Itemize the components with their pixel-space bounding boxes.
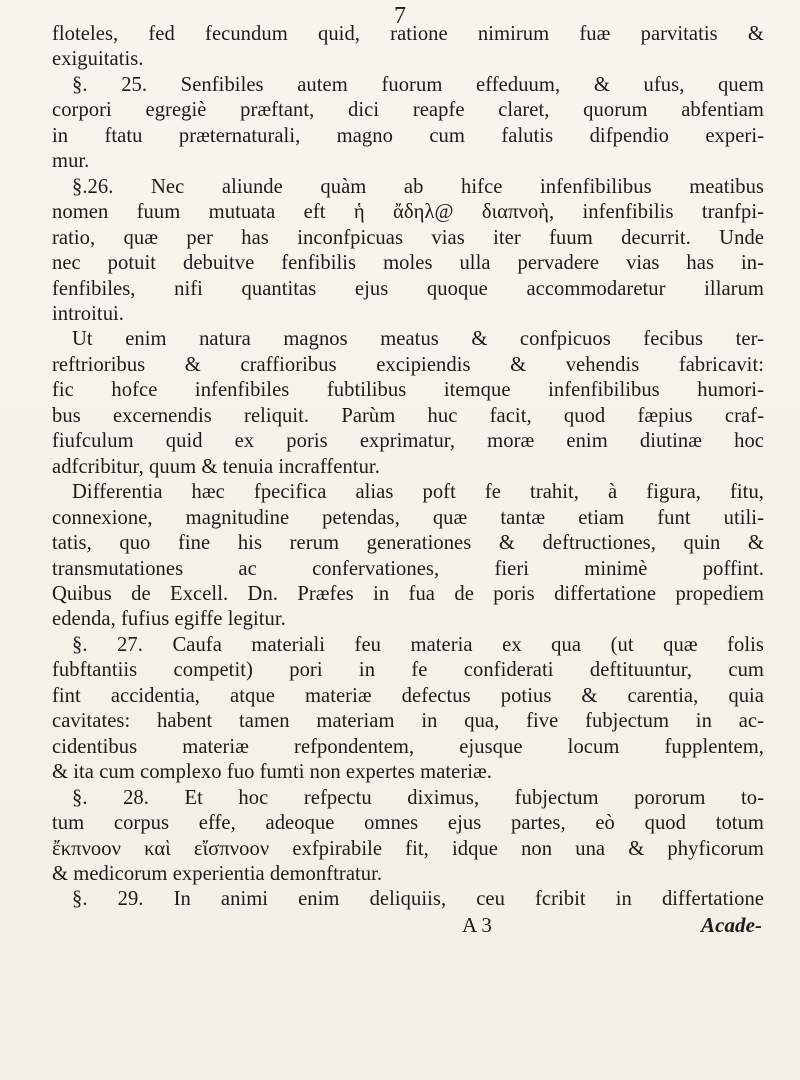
text-line: corpori egregiè præftant, dici reapfe claret, quorum abfentiam [52, 99, 764, 122]
text-line: tatis, quo fine his rerum generationes & deftructiones, quin & [52, 532, 764, 555]
text-line: fic hofce infenfibiles fubtilibus itemque infenfibilibus humori- [52, 379, 764, 402]
text-line: Quibus de Excell. Dn. Præfes in fua de poris differtatione propediem [52, 582, 764, 605]
text-line: introitui. [52, 302, 125, 325]
text-line: bus excernendis reliquit. Parùm huc facit, quod fæpius craf- [52, 404, 764, 427]
text-line: Differentia hæc fpecifica alias poft fe trahit, à figura, fitu, [72, 481, 764, 504]
text-line: §. 25. Senfibiles autem fuorum effeduum, & ufus, quem [72, 73, 764, 96]
text-line: §. 27. Caufa materiali feu materia ex qua (ut quæ folis [72, 633, 764, 656]
text-line: edenda, fufius egiffe legitur. [52, 608, 286, 631]
text-line: cavitates: habent tamen materiam in qua, five fubjectum in ac- [52, 710, 764, 733]
text-line: fenfibiles, nifi quantitas ejus quoque accommodaretur illarum [52, 277, 764, 300]
text-line: §.26. Nec aliunde quàm ab hifce infenfibilibus meatibus [72, 175, 764, 198]
signature-mark: A 3 [462, 912, 492, 937]
text-line: fiufculum quid ex poris exprimatur, moræ enim diutinæ hoc [52, 430, 764, 453]
text-line: §. 29. In animi enim deliquiis, ceu fcribit in differtatione [72, 888, 764, 911]
catchword: Acade- [701, 912, 762, 937]
text-line: nec potuit debuitve fenfibilis moles ulla pervadere vias has in- [52, 252, 764, 275]
page-number: 7 [394, 3, 406, 29]
text-line: connexione, magnitudine petendas, quæ tantæ etiam funt utili- [52, 506, 764, 529]
text-line: ἔκπνοον καὶ εἴσπνοον exfpirabile fit, idque non una & phyficorum [52, 837, 764, 860]
text-line: & medicorum experientia demonftratur. [52, 862, 383, 885]
text-line: mur. [52, 150, 90, 173]
text-line: cidentibus materiæ refpondentem, ejusque locum fupplentem, [52, 735, 764, 758]
body-text [52, 22, 764, 938]
text-line: fubftantiis competit) pori in fe confiderati deftituuntur, cum [52, 659, 764, 682]
text-line: Ut enim natura magnos meatus & confpicuos fecibus ter- [72, 328, 764, 351]
text-line: in ftatu præternaturali, magno cum falutis difpendio experi- [52, 124, 764, 147]
text-line: §. 28. Et hoc refpectu diximus, fubjectum pororum to- [72, 786, 764, 809]
text-line: nomen fuum mutuata eft ἡ ἄδηλ@ διαπνοὴ, infenfibilis tranfpi- [52, 201, 764, 224]
text-line: & ita cum complexo fuo fumti non expertes materiæ. [52, 761, 493, 784]
text-line: reftrioribus & craffioribus excipiendis & vehendis fabricavit: [52, 353, 764, 376]
text-line: ratio, quæ per has inconfpicuas vias iter fuum decurrit. Unde [52, 226, 764, 249]
text-line: transmutationes ac confervationes, fieri minimè poffint. [52, 557, 764, 580]
text-line: tum corpus effe, adeoque omnes ejus partes, eò quod totum [52, 812, 764, 835]
text-line: floteles, fed fecundum quid, ratione nimirum fuæ parvitatis & [52, 23, 764, 45]
text-line: exiguitatis. [52, 48, 144, 71]
page-footer [52, 913, 764, 938]
text-line: adfcribitur, quum & tenuia incraffentur. [52, 455, 380, 478]
text-line: fint accidentia, atque materiæ defectus potius & carentia, quia [52, 684, 764, 707]
